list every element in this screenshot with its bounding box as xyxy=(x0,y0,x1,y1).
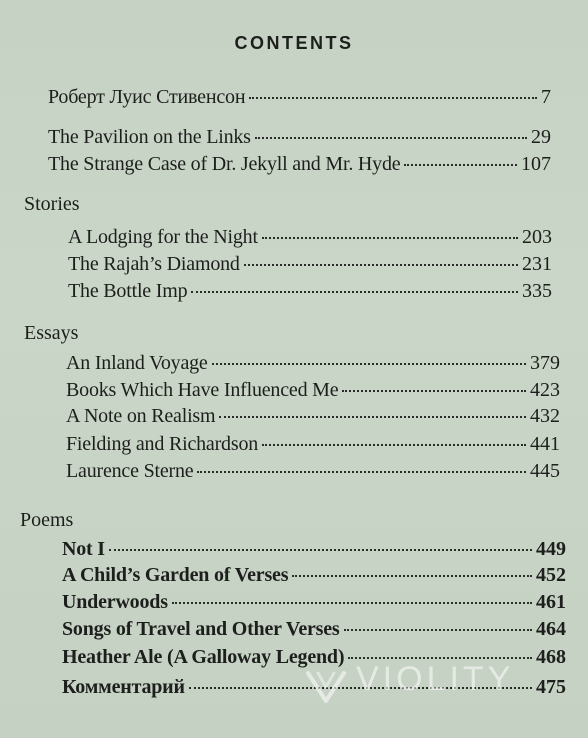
entry-page: 461 xyxy=(536,591,566,613)
toc-entry-lodging xyxy=(68,225,552,249)
dot-leader xyxy=(109,549,532,551)
entry-title: The Pavilion on the Links xyxy=(48,126,251,148)
entry-page: 452 xyxy=(536,564,566,586)
toc-entry-intro xyxy=(48,85,551,109)
toc-entry-books xyxy=(66,378,560,402)
entry-title: Fielding and Richardson xyxy=(66,433,259,455)
dot-leader xyxy=(249,97,537,99)
toc-entry-heather-ale xyxy=(62,645,566,669)
page-title: CONTENTS xyxy=(234,33,354,53)
entry-title: Songs of Travel and Other Verses xyxy=(62,618,340,640)
entry-page: 107 xyxy=(521,153,551,175)
entry-page: 441 xyxy=(530,433,560,455)
entry-title: Роберт Луис Стивенсон xyxy=(48,86,246,108)
entry-page: 432 xyxy=(530,405,560,427)
toc-entry-songs-of-travel xyxy=(62,617,566,641)
entry-title: A Child’s Garden of Verses xyxy=(62,564,289,586)
entry-page: 231 xyxy=(522,253,552,275)
toc-entry-rajah xyxy=(68,252,552,276)
dot-leader xyxy=(219,416,526,418)
dot-leader xyxy=(189,687,532,689)
toc-entry-pavilion xyxy=(48,125,551,149)
dot-leader xyxy=(344,629,532,631)
section-heading-stories: Stories xyxy=(24,193,80,215)
entry-title: Комментарий xyxy=(62,676,185,698)
entry-title: The Bottle Imp xyxy=(68,280,188,302)
section-heading-poems: Poems xyxy=(20,509,74,531)
dot-leader xyxy=(404,164,517,166)
dot-leader xyxy=(197,471,526,473)
section-heading-essays: Essays xyxy=(24,322,79,344)
entry-title: Not I xyxy=(62,538,105,560)
toc-entry-inland-voyage xyxy=(66,351,560,375)
entry-page: 449 xyxy=(536,538,566,560)
toc-entry-sterne xyxy=(66,459,560,483)
toc-entry-realism xyxy=(66,404,560,428)
entry-page: 464 xyxy=(536,618,566,640)
entry-page: 379 xyxy=(530,352,560,374)
dot-leader xyxy=(262,237,518,239)
entry-title: The Rajah’s Diamond xyxy=(68,253,240,275)
entry-page: 203 xyxy=(522,226,552,248)
dot-leader xyxy=(212,363,526,365)
watermark-text: VIOLITY xyxy=(356,660,515,698)
toc-entry-not-i xyxy=(62,537,566,561)
entry-title: A Lodging for the Night xyxy=(68,226,258,248)
entry-title: Books Which Have Influenced Me xyxy=(66,379,339,401)
dot-leader xyxy=(191,291,518,293)
entry-page: 468 xyxy=(536,646,566,668)
dot-leader xyxy=(255,137,527,139)
entry-page: 423 xyxy=(530,379,560,401)
entry-page: 29 xyxy=(531,126,551,148)
toc-entry-childs-garden xyxy=(62,563,566,587)
toc-entry-fielding xyxy=(66,432,560,456)
toc-entry-commentary xyxy=(62,675,566,699)
toc-entry-underwoods xyxy=(62,590,566,614)
dot-leader xyxy=(262,444,526,446)
dot-leader xyxy=(342,390,526,392)
dot-leader xyxy=(348,657,532,659)
dot-leader xyxy=(292,575,532,577)
entry-title: An Inland Voyage xyxy=(66,352,208,374)
entry-title: Heather Ale (A Galloway Legend) xyxy=(62,646,345,668)
entry-page: 445 xyxy=(530,460,560,482)
entry-title: The Strange Case of Dr. Jekyll and Mr. Hyde xyxy=(48,153,401,175)
toc-entry-bottle-imp xyxy=(68,279,552,303)
entry-page: 335 xyxy=(522,280,552,302)
entry-title: Underwoods xyxy=(62,591,168,613)
dot-leader xyxy=(172,602,532,604)
dot-leader xyxy=(244,264,518,266)
entry-page: 7 xyxy=(541,86,551,108)
entry-title: Laurence Sterne xyxy=(66,460,194,482)
entry-title: A Note on Realism xyxy=(66,405,216,427)
entry-page: 475 xyxy=(536,676,566,698)
toc-entry-jekyll xyxy=(48,152,551,176)
